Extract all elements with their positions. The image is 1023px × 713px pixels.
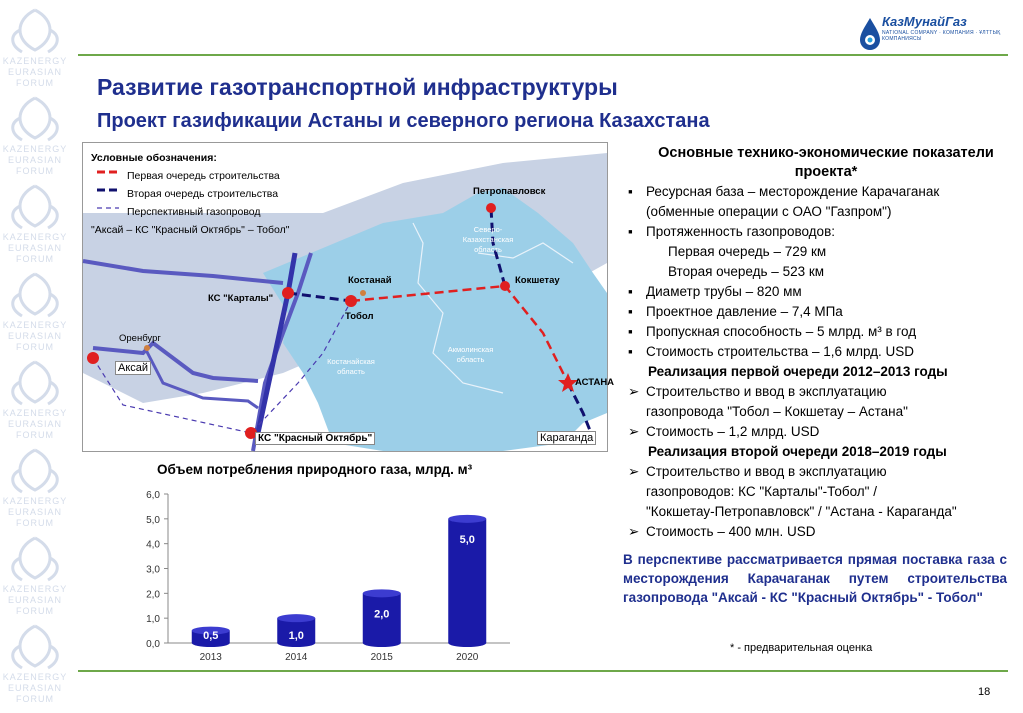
- bullet-icon: ▪: [628, 224, 633, 239]
- list-item-text: Протяженность газопроводов:: [646, 224, 835, 239]
- list-item-text: Стоимость – 400 млн. USD: [646, 524, 816, 539]
- sidebar-brand-text: KAZENERGY: [2, 672, 68, 682]
- list-item-text: "Кокшетау-Петропавловск" / "Астана - Караганда": [646, 504, 957, 519]
- kmg-logo-subtitle: NATIONAL COMPANY · КОМПАНИЯ · ҰЛТТЫҚ КОМПАНИЯСЫ: [882, 30, 1001, 42]
- region-label-akmola: Акмолинская область: [447, 345, 494, 364]
- list-item: [618, 202, 1014, 222]
- sidebar-brand-text: FORUM: [16, 166, 54, 176]
- chart-y-tick-label: 4,0: [146, 539, 160, 551]
- chart-x-tick-label: 2013: [199, 652, 222, 663]
- kazenergy-sidebar-pattern: [0, 0, 70, 708]
- indicators-heading: Основные технико-экономические показатели проекта*: [658, 145, 994, 180]
- page-title: Развитие газотранспортной инфраструктуры: [97, 74, 618, 100]
- city-label-petropavlovsk: Петропавловск: [473, 186, 546, 197]
- city-label-karaganda: Караганда: [537, 431, 596, 445]
- bullet-icon: ▪: [628, 184, 633, 199]
- list-item-text: Ресурсная база – месторождение Карачаганак: [646, 184, 940, 199]
- city-label-krasny-oktyabr: КС "Красный Октябрь": [255, 432, 375, 445]
- chart-title: Объем потребления природного газа, млрд. м³: [157, 462, 473, 477]
- indicators-list: [618, 182, 1014, 362]
- kmg-logo-text: КазМунайГаз: [882, 14, 967, 29]
- chart-y-tick-label: 2,0: [146, 589, 160, 601]
- kmg-drop-icon: [858, 16, 882, 50]
- chart-x-tick-label: 2014: [285, 652, 308, 663]
- chart-x-tick-label: 2015: [370, 652, 393, 663]
- sidebar-brand-text: KAZENERGY: [2, 320, 68, 330]
- sidebar-brand-text: EURASIAN: [7, 243, 63, 253]
- sidebar-brand-text: KAZENERGY: [2, 56, 68, 66]
- city-label-tobol: Тобол: [345, 311, 374, 322]
- legend-item-first-stage: Первая очередь строительства: [127, 170, 280, 182]
- sidebar-brand-text: FORUM: [16, 606, 54, 616]
- stage2-title: Реализация второй очереди 2018–2019 годы: [648, 444, 947, 459]
- stage2-list: [618, 462, 1014, 542]
- chart-y-tick-label: 5,0: [146, 514, 160, 526]
- key-indicators-panel: [618, 144, 1014, 542]
- list-item: [618, 502, 1014, 522]
- sidebar-brand-text: EURASIAN: [7, 67, 63, 77]
- list-item: [618, 322, 1014, 342]
- sidebar-brand-text: FORUM: [16, 342, 54, 352]
- list-item-text: газопроводов: КС "Карталы"-Тобол" /: [646, 484, 877, 499]
- list-item-text: Стоимость строительства – 1,6 млрд. USD: [646, 344, 915, 359]
- city-label-kostanay: Костанай: [348, 275, 392, 286]
- region-label-north: Северо-Казахстанская область: [462, 225, 514, 254]
- city-label-kartaly: КС "Карталы": [208, 293, 274, 304]
- list-item-text: Строительство и ввод в эксплуатацию: [646, 384, 887, 399]
- stage1-title: Реализация первой очереди 2012–2013 годы: [648, 364, 948, 379]
- sidebar-brand-text: KAZENERGY: [2, 408, 68, 418]
- list-item-text: Стоимость – 1,2 млрд. USD: [646, 424, 820, 439]
- sidebar-brand-strip: [0, 0, 70, 708]
- chart-bar-cap: [277, 614, 315, 622]
- chart-data-label: 1,0: [288, 630, 304, 642]
- list-item: [618, 482, 1014, 502]
- legend-title: Условные обозначения:: [91, 152, 217, 164]
- city-label-aksay: Аксай: [115, 361, 151, 375]
- legend-item-second-stage: Вторая очередь строительства: [127, 188, 279, 200]
- sidebar-brand-text: KAZENERGY: [2, 144, 68, 154]
- list-item: [618, 402, 1014, 422]
- sidebar-brand-text: FORUM: [16, 254, 54, 264]
- list-item: [618, 462, 1014, 482]
- list-item: [618, 522, 1014, 542]
- sidebar-brand-text: EURASIAN: [7, 595, 63, 605]
- sidebar-brand-text: EURASIAN: [7, 507, 63, 517]
- header-divider: [78, 54, 1008, 56]
- sidebar-brand-text: FORUM: [16, 694, 54, 704]
- chart-x-tick-label: 2020: [456, 652, 479, 663]
- chart-data-label: 2,0: [374, 608, 390, 621]
- region-label-kostanay: Костанайская область: [327, 357, 375, 376]
- perspective-text: В перспективе рассматривается прямая поставка газа с месторождения Карачаганак путем строительства газопровода "Аксай - КС "Красный Октябрь" - Тобол": [623, 552, 1007, 605]
- list-item-text: Пропускная способность – 5 млрд. м³ в год: [646, 324, 917, 339]
- list-item: [618, 302, 1014, 322]
- footer-divider: [78, 670, 1008, 672]
- city-label-kokshetau: Кокшетау: [515, 275, 560, 286]
- list-item: [618, 262, 1014, 282]
- list-item: [618, 342, 1014, 362]
- footnote: * - предварительная оценка: [730, 642, 873, 654]
- sidebar-brand-text: EURASIAN: [7, 331, 63, 341]
- chart-bar-cap: [448, 515, 486, 523]
- city-label-orenburg: Оренбург: [119, 333, 161, 344]
- sidebar-brand-text: KAZENERGY: [2, 232, 68, 242]
- chart-bar-base: [448, 639, 486, 647]
- pipeline-map: [82, 142, 615, 452]
- bullet-icon: ➢: [628, 424, 640, 439]
- stage1-list: [618, 382, 1014, 442]
- sidebar-brand-text: FORUM: [16, 430, 54, 440]
- bullet-icon: ▪: [628, 324, 633, 339]
- legend-item-route: "Аксай – КС "Красный Октябрь" – Тобол": [91, 224, 290, 236]
- chart-y-tick-label: 6,0: [146, 490, 160, 501]
- list-item-text: Диаметр трубы – 820 мм: [646, 284, 802, 299]
- chart-data-label: 0,5: [203, 630, 219, 642]
- sidebar-brand-text: FORUM: [16, 78, 54, 88]
- list-item: [618, 222, 1014, 242]
- list-item-text: газопровода "Тобол – Кокшетау – Астана": [646, 404, 908, 419]
- chart-y-tick-label: 0,0: [146, 639, 160, 650]
- sidebar-brand-text: FORUM: [16, 518, 54, 528]
- list-item-text: (обменные операции с ОАО "Газпром"): [646, 204, 892, 219]
- map-legend: [91, 149, 289, 239]
- sidebar-brand-text: KAZENERGY: [2, 496, 68, 506]
- list-item: [618, 282, 1014, 302]
- city-label-astana: АСТАНА: [575, 377, 615, 388]
- sidebar-brand-text: EURASIAN: [7, 683, 63, 693]
- list-item: [618, 382, 1014, 402]
- sidebar-brand-text: EURASIAN: [7, 155, 63, 165]
- sidebar-brand-text: KAZENERGY: [2, 584, 68, 594]
- legend-item-prospective: Перспективный газопровод: [127, 206, 261, 218]
- bullet-icon: ▪: [628, 304, 633, 319]
- list-item: [618, 422, 1014, 442]
- chart-data-label: 5,0: [459, 533, 475, 546]
- page-subtitle: Проект газификации Астаны и северного региона Казахстана: [97, 110, 710, 132]
- list-item-text: Проектное давление – 7,4 МПа: [646, 304, 843, 319]
- chart-bar-cap: [363, 589, 401, 597]
- sidebar-brand-text: EURASIAN: [7, 419, 63, 429]
- chart-y-tick-label: 1,0: [146, 614, 160, 626]
- chart-bar-base: [363, 639, 401, 647]
- list-item-text: Строительство и ввод в эксплуатацию: [646, 464, 887, 479]
- bullet-icon: ▪: [628, 344, 633, 359]
- list-item-text: Вторая очередь – 523 км: [668, 264, 825, 279]
- bullet-icon: ➢: [628, 524, 640, 539]
- bullet-icon: ▪: [628, 284, 633, 299]
- list-item: [618, 242, 1014, 262]
- bullet-icon: ➢: [628, 384, 640, 399]
- list-item-text: Первая очередь – 729 км: [668, 244, 827, 259]
- page-number: 18: [978, 686, 991, 698]
- chart-y-tick-label: 3,0: [146, 564, 160, 576]
- list-item: [618, 182, 1014, 202]
- bullet-icon: ➢: [628, 464, 640, 479]
- chart-svg: [110, 484, 530, 670]
- gas-consumption-chart: [110, 484, 530, 670]
